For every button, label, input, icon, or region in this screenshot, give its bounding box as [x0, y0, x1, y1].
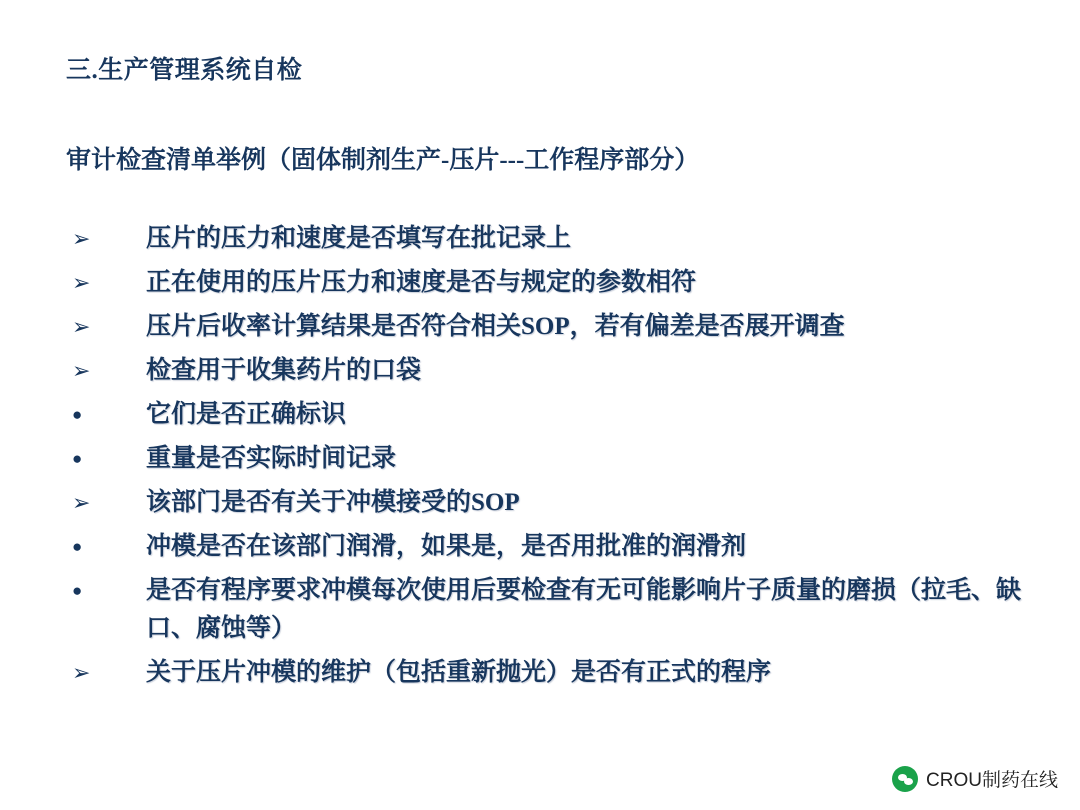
- list-item-text: 重量是否实际时间记录: [146, 445, 397, 472]
- bullet-list: [66, 220, 1046, 698]
- list-item: [66, 572, 1046, 648]
- list-item-text: 压片后收率计算结果是否符合相关SOP，若有偏差是否展开调查: [146, 313, 845, 340]
- slide-subtitle: 审计检查清单举例（固体制剂生产-压片---工作程序部分）: [66, 147, 700, 174]
- dot-bullet-icon: ●: [72, 405, 83, 424]
- list-item-text: 检查用于收集药片的口袋: [146, 357, 422, 384]
- section-title: 三.生产管理系统自检: [66, 57, 303, 84]
- list-item: [66, 352, 1046, 390]
- list-item: [66, 484, 1046, 522]
- list-item: [66, 396, 1046, 434]
- list-item-text: 冲模是否在该部门润滑，如果是，是否用批准的润滑剂: [146, 533, 747, 560]
- list-item-text: 正在使用的压片压力和速度是否与规定的参数相符: [146, 269, 697, 296]
- dot-bullet-icon: ●: [72, 581, 83, 600]
- footer-badge: [892, 765, 1058, 792]
- list-item: [66, 440, 1046, 478]
- list-item: [66, 264, 1046, 302]
- arrow-bullet-icon: ➢: [72, 660, 91, 685]
- list-item: [66, 220, 1046, 258]
- list-item-text: 是否有程序要求冲模每次使用后要检查有无可能影响片子质量的磨损（拉毛、缺口、腐蚀等）: [146, 577, 1022, 642]
- arrow-bullet-icon: ➢: [72, 314, 91, 339]
- arrow-bullet-icon: ➢: [72, 490, 91, 515]
- footer-text: CROU制药在线: [926, 770, 1058, 791]
- arrow-bullet-icon: ➢: [72, 358, 91, 383]
- dot-bullet-icon: ●: [72, 449, 83, 468]
- list-item: [66, 654, 1046, 692]
- list-item-text: 它们是否正确标识: [146, 401, 347, 428]
- wechat-icon: [892, 766, 918, 792]
- list-item: [66, 308, 1046, 346]
- list-item: [66, 528, 1046, 566]
- dot-bullet-icon: ●: [72, 537, 83, 556]
- arrow-bullet-icon: ➢: [72, 226, 91, 251]
- arrow-bullet-icon: ➢: [72, 270, 91, 295]
- list-item-text: 该部门是否有关于冲模接受的SOP: [146, 489, 520, 516]
- list-item-text: 压片的压力和速度是否填写在批记录上: [146, 225, 572, 252]
- list-item-text: 关于压片冲模的维护（包括重新抛光）是否有正式的程序: [146, 659, 772, 686]
